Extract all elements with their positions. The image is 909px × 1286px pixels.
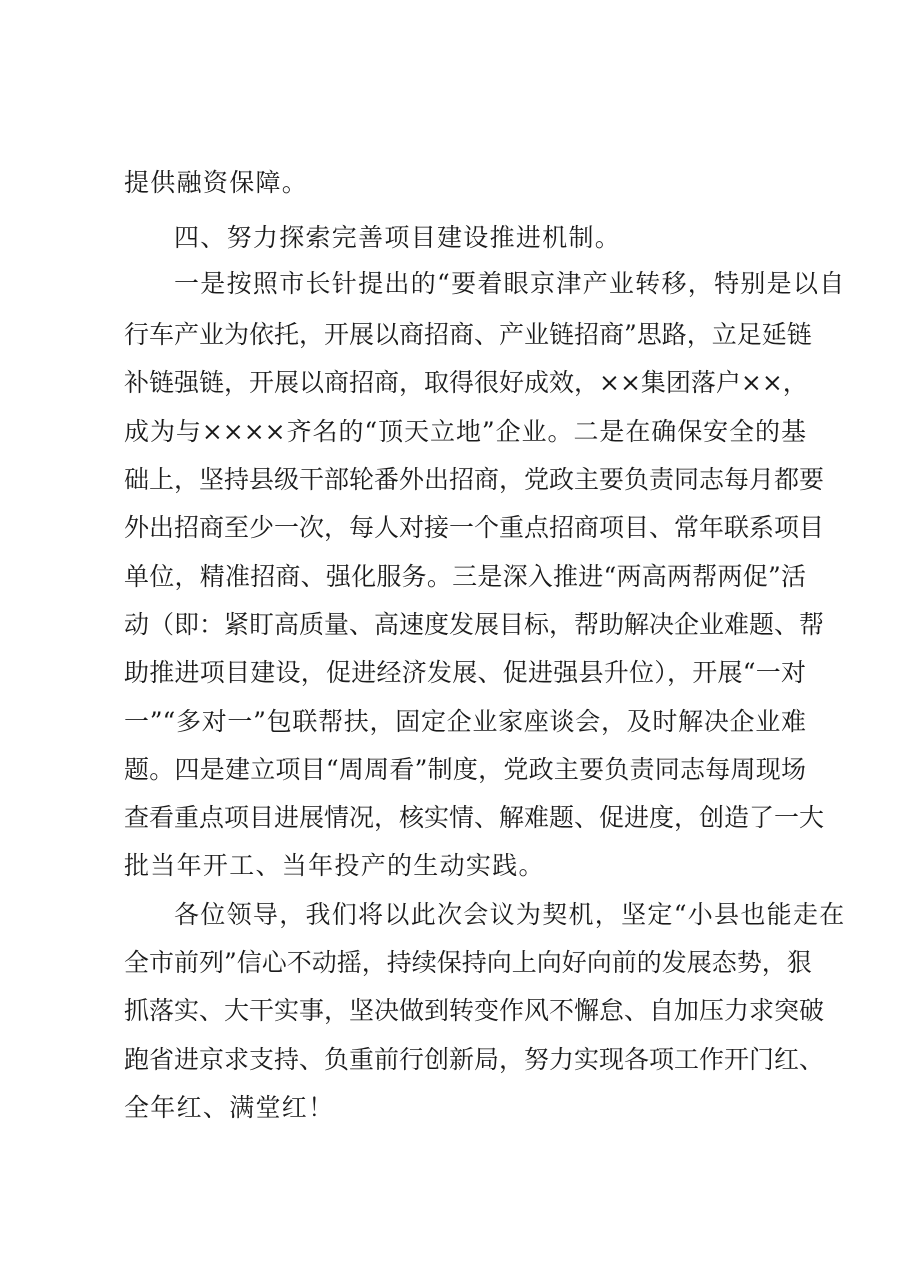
text-line: 提供融资保障。 xyxy=(124,168,309,197)
text-line: 全年红、满堂红！ xyxy=(124,1093,335,1122)
text-line: 外出招商至少一次，每人对接一个重点招商项目、常年联系项目 xyxy=(124,513,825,542)
text-line: 一”“多对一”包联帮扶，固定企业家座谈会，及时解决企业难 xyxy=(124,707,806,736)
text-line: 抓落实、大干实事，坚决做到转变作风不懈怠、自加压力求突破 xyxy=(124,996,825,1025)
text-line: 助推进项目建设，促进经济发展、促进强县升位），开展“一对 xyxy=(124,658,806,687)
text-line: 查看重点项目进展情况，核实情、解难题、促进度，创造了一大 xyxy=(124,803,825,832)
text-line: 单位，精准招商、强化服务。三是深入推进“两高两帮两促”活 xyxy=(124,562,806,591)
text-line: 行车产业为依托，开展以商招商、产业链招商”思路，立足延链 xyxy=(124,320,812,349)
text-line: 补链强链，开展以商招商，取得很好成效，××集团落户××， xyxy=(124,368,808,397)
text-line: 批当年开工、当年投产的生动实践。 xyxy=(124,851,545,880)
text-line: 题。四是建立项目“周周看”制度，党政主要负责同志每周现场 xyxy=(124,755,806,784)
text-line: 一是按照市长针提出的“要着眼京津产业转移，特别是以自 xyxy=(174,269,846,298)
text-line: 础上，坚持县级干部轮番外出招商，党政主要负责同志每月都要 xyxy=(124,465,825,494)
text-line: 跑省进京求支持、负重前行创新局，努力实现各项工作开门红、 xyxy=(124,1045,825,1074)
text-line: 全市前列”信心不动摇，持续保持向上向好向前的发展态势，狠 xyxy=(124,948,812,977)
text-line: 动（即：紧盯高质量、高速度发展目标，帮助解决企业难题、帮 xyxy=(124,610,825,639)
text-line: 各位领导，我们将以此次会议为契机，坚定“小县也能走在 xyxy=(174,900,846,929)
section-heading: 四、努力探索完善项目建设推进机制。 xyxy=(174,223,622,252)
text-line: 成为与××××齐名的“顶天立地”企业。二是在确保安全的基 xyxy=(124,417,806,446)
